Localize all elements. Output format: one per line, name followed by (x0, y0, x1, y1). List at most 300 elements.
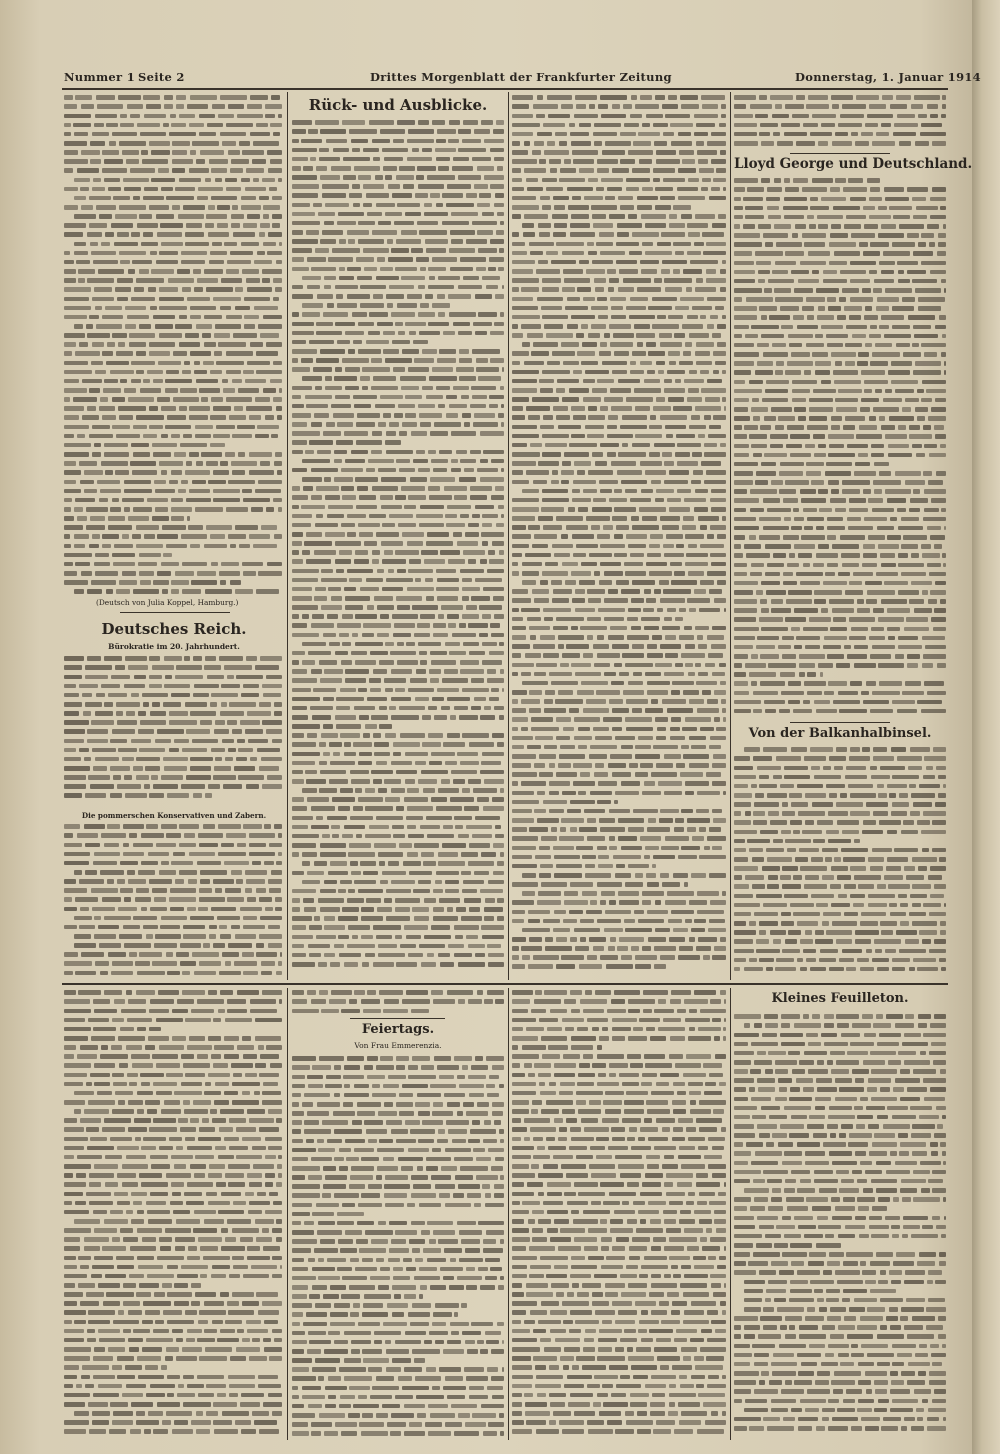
text-line-texture (734, 921, 946, 926)
text-line-texture (64, 1146, 282, 1151)
text-line-texture (734, 820, 946, 825)
text-line-texture (512, 946, 726, 951)
text-line-texture (512, 1082, 726, 1087)
text-line-texture (292, 523, 504, 528)
text-line-texture (64, 1036, 282, 1041)
text-line-texture (292, 395, 504, 400)
text-line-texture (512, 1073, 726, 1078)
text-line-texture (64, 461, 282, 466)
text-line-texture (512, 1045, 726, 1050)
text-line-texture (64, 1283, 282, 1288)
text-line-texture (512, 1091, 726, 1096)
text-line-texture (292, 514, 504, 519)
text-line-texture (734, 1115, 946, 1120)
text-line-texture (64, 1329, 282, 1334)
text-line-texture (734, 242, 946, 247)
text-line-texture (64, 999, 282, 1004)
text-line-texture (292, 431, 504, 436)
heading-kleines-feuilleton: Kleines Feuilleton. (771, 991, 909, 1006)
text-line-texture (64, 861, 282, 866)
text-line-texture (292, 1386, 504, 1391)
text-line-texture (64, 1320, 282, 1325)
text-line-texture (512, 1219, 726, 1224)
text-line-texture (734, 526, 946, 531)
text-line-texture (512, 781, 726, 786)
text-line-texture (64, 897, 282, 902)
text-line-texture (292, 779, 504, 784)
text-line-texture (292, 806, 504, 811)
text-line-texture (64, 1411, 282, 1416)
text-line-texture (512, 644, 726, 649)
text-line-texture (734, 95, 946, 100)
text-line-texture (512, 1292, 726, 1297)
text-line-texture (512, 498, 726, 503)
text-line-texture (734, 839, 946, 844)
text-line-texture (734, 747, 946, 752)
text-line-texture (512, 470, 726, 475)
text-line-texture (512, 269, 726, 274)
text-line-texture (292, 852, 504, 857)
text-line-texture (512, 690, 726, 695)
text-line-texture (512, 159, 726, 164)
text-line-texture (734, 288, 946, 293)
text-line-texture (512, 379, 726, 384)
text-line-texture (64, 178, 282, 183)
text-line-texture (64, 1429, 282, 1434)
text-line-texture (64, 1073, 282, 1078)
text-line-texture (64, 397, 282, 402)
text-line-texture (734, 875, 946, 880)
text-line-texture (734, 1289, 946, 1294)
text-line-texture (64, 1265, 282, 1270)
heading-lloyd-george: Lloyd George und Deutschland. (734, 156, 973, 172)
text-line-texture (292, 367, 504, 372)
text-line-texture (734, 1298, 946, 1303)
text-line-texture (292, 175, 504, 180)
text-line-texture (512, 1100, 726, 1105)
text-line-texture (64, 205, 282, 210)
text-line-texture (64, 925, 282, 930)
text-line-texture (512, 232, 726, 237)
article-body (512, 93, 726, 978)
text-line-texture (512, 681, 726, 686)
text-line-texture (734, 444, 946, 449)
text-line-texture (734, 279, 946, 284)
text-line-texture (512, 132, 726, 137)
text-line-texture (64, 287, 282, 292)
text-line-texture (64, 793, 282, 798)
text-line-texture (64, 168, 282, 173)
text-line-texture (512, 809, 726, 814)
text-line-texture (292, 651, 504, 656)
text-line-texture (292, 1065, 504, 1070)
text-line-texture (64, 1018, 282, 1023)
text-line-texture (64, 498, 282, 503)
text-line-texture (734, 270, 946, 275)
text-line-texture (512, 223, 726, 228)
text-line-texture (64, 425, 282, 430)
text-line-texture (64, 934, 282, 939)
text-line-texture (292, 267, 504, 272)
feuilleton-body (512, 988, 726, 1440)
text-line-texture (64, 489, 282, 494)
text-line-texture (512, 287, 726, 292)
text-line-texture (512, 754, 726, 759)
text-line-texture (292, 1175, 504, 1180)
text-line-texture (512, 562, 726, 567)
text-line-texture (512, 653, 726, 658)
article-rule (120, 612, 230, 613)
text-line-texture (64, 1393, 282, 1398)
text-line-texture (64, 507, 282, 512)
text-line-texture (734, 766, 946, 771)
text-line-texture (292, 834, 504, 839)
text-line-texture (292, 1148, 504, 1153)
text-line-texture (292, 486, 504, 491)
text-line-texture (292, 614, 504, 619)
text-line-texture (64, 260, 282, 265)
text-line-texture (64, 757, 282, 762)
text-line-texture (292, 1129, 504, 1134)
text-line-texture (64, 150, 282, 155)
text-line-texture (64, 971, 282, 976)
text-line-texture (734, 1170, 946, 1175)
text-line-texture (512, 772, 726, 777)
text-line-texture (512, 544, 726, 549)
text-line-texture (64, 943, 282, 948)
text-line-texture (64, 1118, 282, 1123)
text-line-texture (292, 120, 504, 125)
text-line-texture (64, 729, 282, 734)
text-line-texture (64, 1347, 282, 1352)
text-line-texture (734, 691, 946, 696)
text-line-texture (512, 1375, 726, 1380)
text-line-texture (292, 312, 504, 317)
text-line-texture (512, 1192, 726, 1197)
text-line-texture (512, 717, 726, 722)
text-line-texture (512, 791, 726, 796)
text-line-texture (734, 471, 946, 476)
text-line-texture (64, 1100, 282, 1105)
text-line-texture (512, 1365, 726, 1370)
text-line-texture (734, 700, 946, 705)
text-line-texture (512, 1118, 726, 1123)
text-line-texture (64, 1201, 282, 1206)
text-line-texture (734, 233, 946, 238)
text-line-texture (64, 833, 282, 838)
text-line-texture (64, 544, 282, 549)
text-line-texture (734, 206, 946, 211)
text-line-texture (734, 1151, 946, 1156)
text-line-texture (512, 95, 726, 100)
text-line-texture (64, 159, 282, 164)
text-line-texture (292, 1248, 504, 1253)
text-line-texture (734, 434, 946, 439)
text-line-texture (292, 358, 504, 363)
column-rule (287, 988, 288, 1440)
text-line-texture (512, 297, 726, 302)
text-line-texture (734, 380, 946, 385)
text-line-texture (512, 1155, 726, 1160)
text-line-texture (734, 480, 946, 485)
text-line-texture (292, 962, 504, 967)
text-line-texture (734, 1371, 946, 1376)
text-line-texture (64, 879, 282, 884)
text-line-texture (292, 871, 504, 876)
text-line-texture (512, 123, 726, 128)
text-line-texture (292, 1102, 504, 1107)
text-line-texture (292, 1294, 504, 1299)
text-line-texture (734, 563, 946, 568)
text-line-texture (64, 1027, 282, 1032)
text-line-texture (292, 1075, 504, 1080)
text-line-texture (292, 532, 504, 537)
text-line-texture (64, 1237, 282, 1242)
text-line-texture (734, 1399, 946, 1404)
text-line-texture (64, 1356, 282, 1361)
text-line-texture (512, 315, 726, 320)
text-line-texture (292, 1157, 504, 1162)
text-line-texture (512, 1054, 726, 1059)
text-line-texture (734, 866, 946, 871)
text-line-texture (64, 470, 282, 475)
text-line-texture (512, 489, 726, 494)
text-line-texture (64, 223, 282, 228)
text-line-texture (292, 706, 504, 711)
text-line-texture (512, 1228, 726, 1233)
text-line-texture (512, 1146, 726, 1151)
column-rule (287, 92, 288, 980)
text-line-texture (734, 1426, 946, 1431)
text-line-texture (64, 843, 282, 848)
text-line-texture (734, 334, 946, 339)
text-line-texture (292, 1056, 504, 1061)
text-line-texture (292, 752, 504, 757)
text-line-texture (292, 1221, 504, 1226)
article-body (734, 176, 946, 718)
text-line-texture (512, 763, 726, 768)
text-line-texture (292, 578, 504, 583)
text-line-texture (512, 1420, 726, 1425)
text-line-texture (512, 260, 726, 265)
text-line-texture (292, 1395, 504, 1400)
text-line-texture (734, 1161, 946, 1166)
column-rule (508, 988, 509, 1440)
text-line-texture (64, 961, 282, 966)
text-line-texture (734, 608, 946, 613)
text-line-texture (734, 1097, 946, 1102)
section-divider (62, 983, 948, 985)
text-line-texture (64, 104, 282, 109)
text-line-texture (734, 784, 946, 789)
text-line-texture (512, 882, 726, 887)
text-line-texture (292, 935, 504, 940)
text-line-texture (734, 1334, 946, 1339)
text-line-texture (292, 898, 504, 903)
text-line-texture (512, 104, 726, 109)
text-line-texture (292, 1367, 504, 1372)
masthead-rule (62, 88, 948, 90)
text-line-texture (512, 425, 726, 430)
text-line-texture (512, 699, 726, 704)
text-line-texture (292, 843, 504, 848)
text-line-texture (292, 505, 504, 510)
text-line-texture (292, 294, 504, 299)
text-line-texture (64, 370, 282, 375)
text-line-texture (512, 589, 726, 594)
text-line-texture (64, 361, 282, 366)
text-line-texture (292, 376, 504, 381)
text-line-texture (512, 827, 726, 832)
text-line-texture (734, 114, 946, 119)
text-line-texture (64, 214, 282, 219)
text-line-texture (64, 406, 282, 411)
heading-rueckblicke: Rück- und Ausblicke. (308, 96, 488, 114)
text-line-texture (512, 443, 726, 448)
text-line-texture (734, 1188, 946, 1193)
text-line-texture (292, 633, 504, 638)
text-line-texture (292, 349, 504, 354)
text-line-texture (292, 1258, 504, 1263)
text-line-texture (64, 656, 282, 661)
text-line-texture (734, 1216, 946, 1221)
text-line-texture (292, 1431, 504, 1436)
text-line-texture (734, 775, 946, 780)
text-line-texture (512, 388, 726, 393)
text-line-texture (64, 702, 282, 707)
article-rule (790, 153, 890, 154)
text-line-texture (512, 846, 726, 851)
text-line-texture (512, 406, 726, 411)
text-line-texture (64, 1365, 282, 1370)
heading-deutsches-reich: Deutsches Reich. (101, 620, 247, 638)
text-line-texture (292, 797, 504, 802)
text-line-texture (512, 864, 726, 869)
text-line-texture (734, 939, 946, 944)
text-line-texture (512, 1109, 726, 1114)
text-line-texture (64, 1420, 282, 1425)
text-line-texture (734, 645, 946, 650)
text-line-texture (292, 166, 504, 171)
text-line-texture (512, 891, 726, 896)
text-line-texture (734, 553, 946, 558)
text-line-texture (734, 123, 946, 128)
text-line-texture (292, 1404, 504, 1409)
text-line-texture (734, 1014, 946, 1019)
text-line-texture (64, 342, 282, 347)
column-rule (730, 988, 731, 1440)
text-line-texture (734, 811, 946, 816)
text-line-texture (292, 880, 504, 885)
text-line-texture (292, 239, 504, 244)
column-rule (730, 92, 731, 980)
text-line-texture (734, 1344, 946, 1349)
text-line-texture (512, 937, 726, 942)
text-line-texture (512, 1283, 726, 1288)
text-line-texture (292, 386, 504, 391)
text-line-texture (512, 580, 726, 585)
text-line-texture (734, 1325, 946, 1330)
text-line-texture (512, 415, 726, 420)
text-line-texture (734, 617, 946, 622)
text-line-texture (512, 608, 726, 613)
text-line-texture (64, 324, 282, 329)
text-line-texture (512, 617, 726, 622)
text-line-texture (292, 715, 504, 720)
text-line-texture (292, 770, 504, 775)
text-line-texture (512, 342, 726, 347)
text-line-texture (512, 178, 726, 183)
text-line-texture (734, 636, 946, 641)
text-line-texture (292, 1285, 504, 1290)
text-line-texture (734, 884, 946, 889)
text-line-texture (734, 1124, 946, 1129)
text-line-texture (512, 1009, 726, 1014)
text-line-texture (512, 1338, 726, 1343)
text-line-texture (512, 1210, 726, 1215)
text-line-texture (292, 322, 504, 327)
text-line-texture (734, 599, 946, 604)
text-line-texture (734, 1362, 946, 1367)
text-line-texture (734, 407, 946, 412)
text-line-texture (292, 724, 504, 729)
text-line-texture (64, 1109, 282, 1114)
text-line-texture (512, 964, 726, 969)
text-line-texture (292, 907, 504, 912)
text-line-texture (64, 589, 282, 594)
text-line-texture (512, 1063, 726, 1068)
text-line-texture (734, 498, 946, 503)
text-line-texture (292, 953, 504, 958)
text-line-texture (734, 903, 946, 908)
text-line-texture (734, 930, 946, 935)
text-line-texture (512, 397, 726, 402)
text-line-texture (292, 1267, 504, 1272)
text-line-texture (292, 587, 504, 592)
text-line-texture (292, 541, 504, 546)
text-line-texture (292, 148, 504, 153)
article-rule (350, 1018, 445, 1019)
text-line-texture (512, 836, 726, 841)
feuilleton-body (292, 1054, 504, 1440)
text-line-texture (64, 665, 282, 670)
article-body (64, 654, 282, 809)
text-line-texture (292, 916, 504, 921)
text-line-texture (292, 1340, 504, 1345)
text-line-texture (64, 443, 282, 448)
text-line-texture (734, 627, 946, 632)
text-line-texture (512, 1393, 726, 1398)
text-line-texture (512, 900, 726, 905)
subheading-buerokratie: Bürokratie im 20. Jahrhundert. (108, 642, 240, 651)
text-line-texture (64, 434, 282, 439)
text-line-texture (292, 248, 504, 253)
text-line-texture (734, 1380, 946, 1385)
text-line-texture (292, 1358, 504, 1363)
text-line-texture (64, 1045, 282, 1050)
text-line-texture (734, 370, 946, 375)
feuilleton-body (292, 988, 504, 1016)
article-body (734, 745, 946, 978)
text-line-texture (734, 663, 946, 668)
text-line-texture (64, 187, 282, 192)
text-line-texture (512, 507, 726, 512)
text-line-texture (512, 635, 726, 640)
text-line-texture (512, 928, 726, 933)
text-line-texture (292, 340, 504, 345)
text-line-texture (512, 214, 726, 219)
text-line-texture (734, 830, 946, 835)
